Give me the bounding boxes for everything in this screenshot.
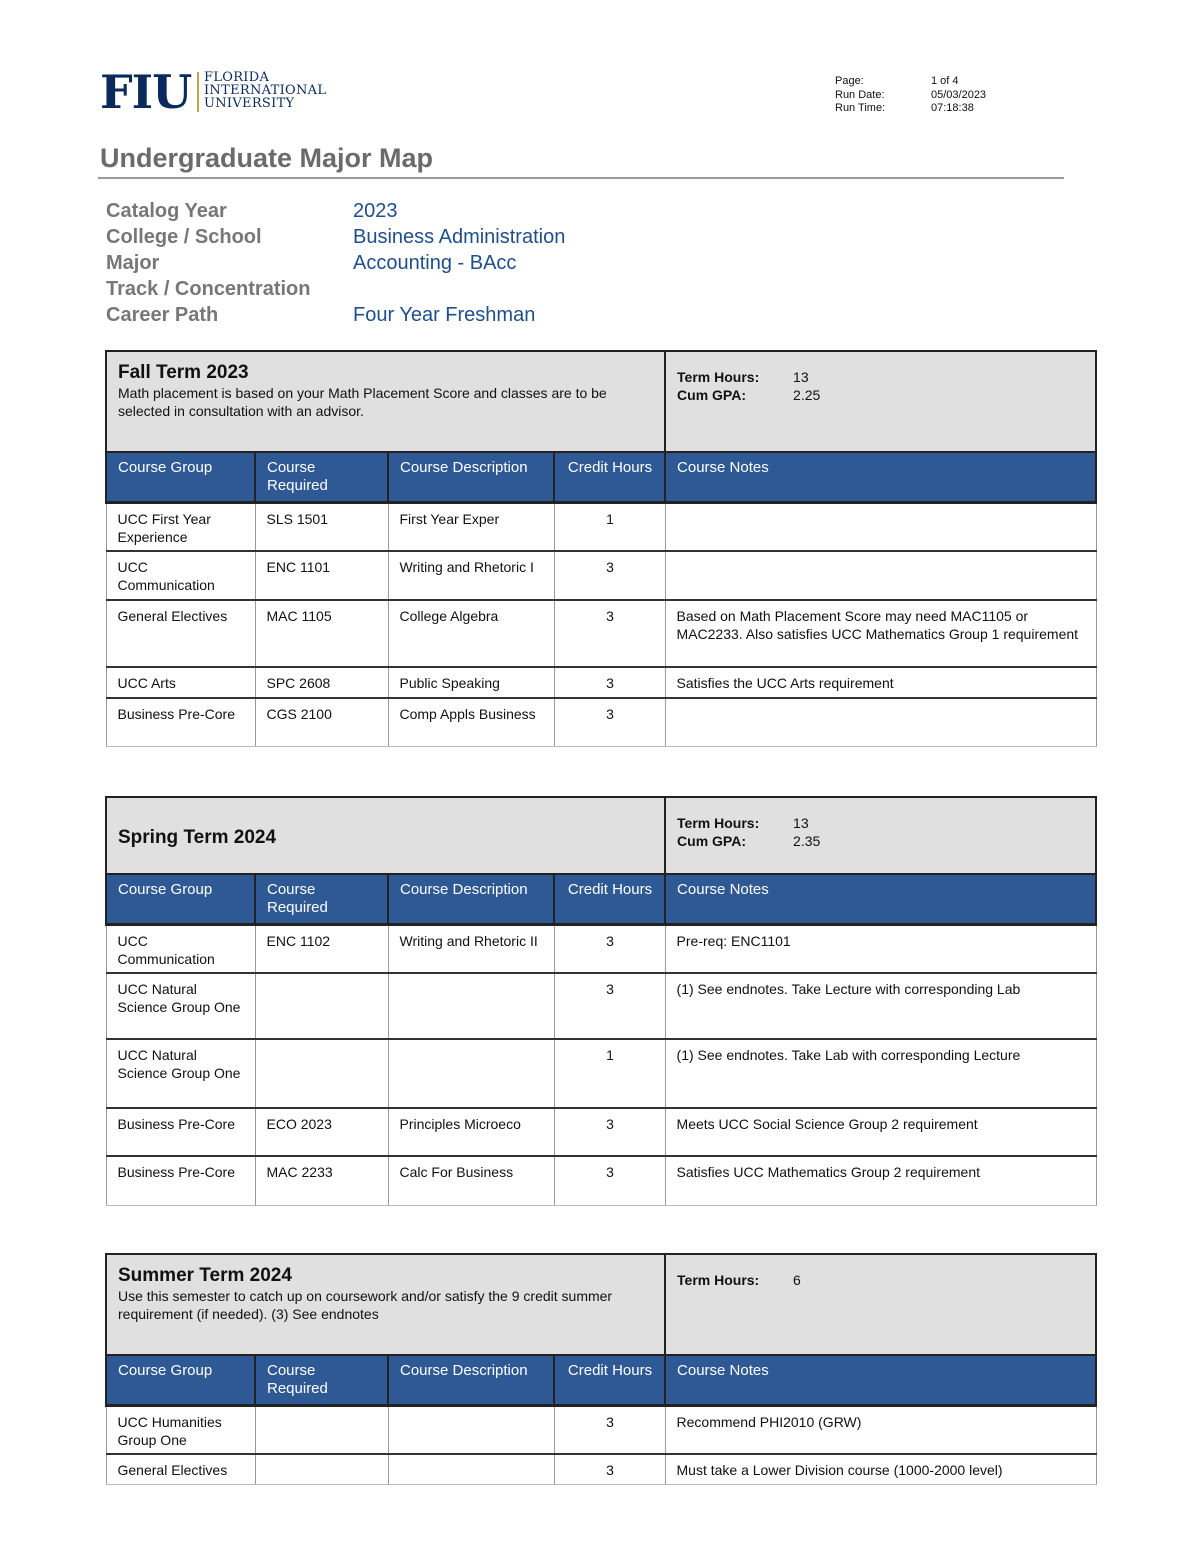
column-header-row <box>106 452 1096 502</box>
course-credits: 3 <box>554 698 665 747</box>
course-row <box>106 1108 1096 1156</box>
column-header-required: Course Required <box>255 874 388 924</box>
course-required: MAC 2233 <box>255 1156 388 1205</box>
term-header-info <box>106 1254 665 1355</box>
course-description: Comp Appls Business <box>388 698 554 747</box>
course-notes: Satisfies UCC Mathematics Group 2 requirement <box>665 1156 1096 1205</box>
course-required <box>255 1039 388 1108</box>
column-header-notes: Course Notes <box>665 874 1096 924</box>
column-header-credits: Credit Hours <box>554 874 665 924</box>
run-time-label: Run Time: <box>835 102 886 114</box>
logo-line-2: INTERNATIONAL <box>204 83 327 98</box>
course-description: Calc For Business <box>388 1156 554 1205</box>
logo-line-3: UNIVERSITY <box>204 96 295 111</box>
course-notes: Pre-req: ENC1101 <box>665 924 1096 973</box>
course-notes: Must take a Lower Division course (1000-2000 level) <box>665 1454 1096 1484</box>
term-description: Math placement is based on your Math Placement Score and classes are to be selected in consultation with an advisor. <box>118 385 607 419</box>
column-header-group: Course Group <box>106 1355 255 1405</box>
course-required: ENC 1102 <box>255 924 388 973</box>
page-label: Page: <box>835 75 864 87</box>
column-header-row <box>106 1355 1096 1405</box>
column-header-group: Course Group <box>106 452 255 502</box>
course-description: First Year Exper <box>388 502 554 551</box>
course-notes: Meets UCC Social Science Group 2 requirement <box>665 1108 1096 1156</box>
term-header <box>106 797 1096 874</box>
course-required: SLS 1501 <box>255 502 388 551</box>
column-header-notes: Course Notes <box>665 1355 1096 1405</box>
course-group: General Electives <box>106 600 255 667</box>
column-header-description: Course Description <box>388 874 554 924</box>
course-group: Business Pre-Core <box>106 1156 255 1205</box>
course-notes: Recommend PHI2010 (GRW) <box>665 1405 1096 1454</box>
course-credits: 3 <box>554 1156 665 1205</box>
logo-divider <box>197 72 199 112</box>
course-credits: 3 <box>554 600 665 667</box>
page-value: 1 of 4 <box>931 75 959 87</box>
course-required: SPC 2608 <box>255 667 388 698</box>
course-row <box>106 600 1096 667</box>
run-date-value: 05/03/2023 <box>931 88 987 101</box>
title-divider <box>98 177 1064 179</box>
cum-gpa-label: Cum GPA: <box>677 833 747 849</box>
program-info-row <box>106 302 565 328</box>
course-credits: 1 <box>554 1039 665 1108</box>
program-info-row <box>106 276 565 302</box>
course-group: Business Pre-Core <box>106 1108 255 1156</box>
term-hours <box>677 814 1085 832</box>
course-group: UCC Natural Science Group One <box>106 973 255 1039</box>
course-credits: 3 <box>554 1454 665 1484</box>
course-notes: (1) See endnotes. Take Lab with corresponding Lecture <box>665 1039 1096 1108</box>
run-time-value: 07:18:38 <box>931 102 974 114</box>
column-header-notes: Course Notes <box>665 452 1096 502</box>
course-group: UCC First Year Experience <box>106 502 255 551</box>
program-info-label: Catalog Year <box>106 199 227 222</box>
program-info-row <box>106 224 565 250</box>
column-header-credits: Credit Hours <box>554 452 665 502</box>
course-description <box>388 1039 554 1108</box>
program-info-value: 2023 <box>353 199 398 222</box>
course-notes: Based on Math Placement Score may need MAC1105 or MAC2233. Also satisfies UCC Mathematics Group 1 requirement <box>665 600 1096 667</box>
program-info <box>106 198 565 328</box>
course-notes <box>665 502 1096 551</box>
course-credits: 1 <box>554 502 665 551</box>
course-description <box>388 973 554 1039</box>
course-row <box>106 924 1096 973</box>
term-name: Summer Term 2024 <box>118 1265 292 1286</box>
cum-gpa-value: 2.35 <box>793 833 821 849</box>
course-row <box>106 1454 1096 1484</box>
term-header-info <box>106 797 665 874</box>
cum-gpa-label: Cum GPA: <box>677 387 746 403</box>
course-row <box>106 973 1096 1039</box>
column-header-row <box>106 874 1096 924</box>
program-info-value: Business Administration <box>353 225 566 248</box>
course-group: UCC Humanities Group One <box>106 1405 255 1454</box>
term-hours <box>677 368 1085 386</box>
term-table <box>105 796 1097 1206</box>
course-group: Business Pre-Core <box>106 698 255 747</box>
course-group: General Electives <box>106 1454 255 1484</box>
term-stats <box>665 1254 1096 1355</box>
term-hours-value: 6 <box>793 1272 801 1288</box>
course-credits: 3 <box>554 1108 665 1156</box>
course-row <box>106 502 1096 551</box>
course-description <box>388 1454 554 1484</box>
course-required: MAC 1105 <box>255 600 388 667</box>
course-credits: 3 <box>554 667 665 698</box>
program-info-row <box>106 198 565 224</box>
term-name: Fall Term 2023 <box>118 362 249 383</box>
term-hours-label: Term Hours: <box>677 369 760 385</box>
course-row <box>106 698 1096 747</box>
column-header-description: Course Description <box>388 1355 554 1405</box>
column-header-group: Course Group <box>106 874 255 924</box>
course-required: ECO 2023 <box>255 1108 388 1156</box>
logo-mark: FIU <box>100 65 192 119</box>
term-header <box>106 351 1096 452</box>
term-hours <box>677 1271 1085 1289</box>
course-required <box>255 973 388 1039</box>
term-hours-value: 13 <box>793 815 809 831</box>
course-credits: 3 <box>554 551 665 600</box>
program-info-label: Major <box>106 251 160 274</box>
program-info-row <box>106 250 565 276</box>
term-header <box>106 1254 1096 1355</box>
program-info-value: Accounting - BAcc <box>353 251 517 274</box>
term-description: Use this semester to catch up on coursework and/or satisfy the 9 credit summer requirement (if needed). (3) See endnotes <box>118 1288 613 1322</box>
course-notes: Satisfies the UCC Arts requirement <box>665 667 1096 698</box>
program-info-label: Track / Concentration <box>106 277 311 300</box>
course-required: ENC 1101 <box>255 551 388 600</box>
course-row <box>106 1405 1096 1454</box>
course-description: College Algebra <box>388 600 554 667</box>
term-table <box>105 1253 1097 1485</box>
program-info-label: Career Path <box>106 303 219 326</box>
course-required <box>255 1405 388 1454</box>
term-name: Spring Term 2024 <box>118 826 277 848</box>
course-row <box>106 1156 1096 1205</box>
program-info-label: College / School <box>106 225 262 248</box>
course-row <box>106 1039 1096 1108</box>
course-required: CGS 2100 <box>255 698 388 747</box>
run-date-label: Run Date: <box>835 88 885 101</box>
course-notes <box>665 551 1096 600</box>
course-credits: 3 <box>554 1405 665 1454</box>
term-table <box>105 350 1097 747</box>
run-info <box>835 75 986 116</box>
term-stats <box>665 797 1096 874</box>
course-group: UCC Communication <box>106 551 255 600</box>
page-title: Undergraduate Major Map <box>100 143 434 173</box>
course-description: Writing and Rhetoric I <box>388 551 554 600</box>
cum-gpa <box>677 386 1085 404</box>
logo-line-1: FLORIDA <box>204 70 270 85</box>
term-hours-label: Term Hours: <box>677 815 760 831</box>
course-notes <box>665 698 1096 747</box>
course-row <box>106 667 1096 698</box>
column-header-description: Course Description <box>388 452 554 502</box>
course-required <box>255 1454 388 1484</box>
term-header-info <box>106 351 665 452</box>
course-group: UCC Arts <box>106 667 255 698</box>
program-info-value: Four Year Freshman <box>353 303 536 326</box>
course-group: UCC Natural Science Group One <box>106 1039 255 1108</box>
course-credits: 3 <box>554 924 665 973</box>
course-description: Principles Microeco <box>388 1108 554 1156</box>
course-group: UCC Communication <box>106 924 255 973</box>
column-header-required: Course Required <box>255 1355 388 1405</box>
term-hours-value: 13 <box>793 369 809 385</box>
column-header-credits: Credit Hours <box>554 1355 665 1405</box>
cum-gpa <box>677 832 1085 850</box>
term-hours-label: Term Hours: <box>677 1272 760 1288</box>
term-stats <box>665 351 1096 452</box>
column-header-required: Course Required <box>255 452 388 502</box>
course-row <box>106 551 1096 600</box>
course-notes: (1) See endnotes. Take Lecture with corresponding Lab <box>665 973 1096 1039</box>
cum-gpa-value: 2.25 <box>793 387 821 403</box>
fiu-logo <box>100 65 340 119</box>
course-description: Writing and Rhetoric II <box>388 924 554 973</box>
course-description: Public Speaking <box>388 667 554 698</box>
course-credits: 3 <box>554 973 665 1039</box>
course-description <box>388 1405 554 1454</box>
logo-wordmark <box>204 71 326 110</box>
